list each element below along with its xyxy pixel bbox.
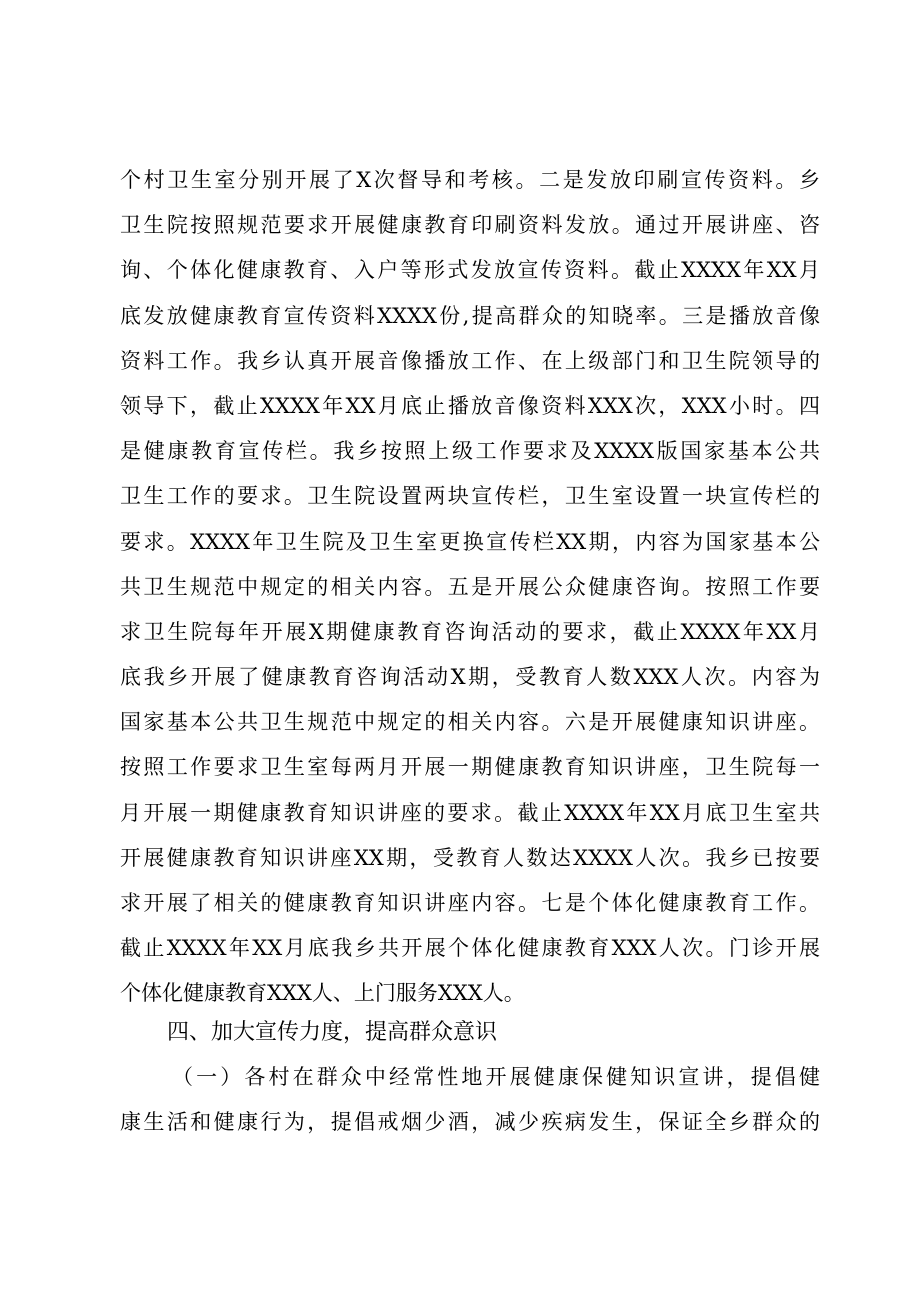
text-line: 底我乡开展了健康教育咨询活动X期，受教育人数XXX人次。内容为 (120, 665, 820, 690)
text-line: 询、个体化健康教育、入户等形式发放宣传资料。截止XXXX年XX月 (120, 258, 820, 283)
body-paragraph-2 (120, 1055, 820, 1145)
text-line: 个体化健康教育XXX人、上门服务XXX人。 (120, 981, 525, 1006)
text-line: 按照工作要求卫生室每两月开展一期健康教育知识讲座，卫生院每一 (120, 755, 820, 780)
text-line: 月开展一期健康教育知识讲座的要求。截止XXXX年XX月底卫生室共 (120, 800, 820, 825)
text-line: （一）各村在群众中经常性地开展健康保健知识宣讲，提倡健 (172, 1065, 820, 1089)
text-line: 共卫生规范中规定的相关内容。五是开展公众健康咨询。按照工作要 (120, 574, 820, 599)
text-line: 国家基本公共卫生规范中规定的相关内容。六是开展健康知识讲座。 (120, 710, 820, 735)
text-line: 是健康教育宣传栏。我乡按照上级工作要求及XXXX版国家基本公共 (120, 439, 820, 464)
text-line: 个村卫生室分别开展了X次督导和考核。二是发放印刷宣传资料。乡 (120, 168, 820, 192)
text-line: 截止XXXX年XX月底我乡共开展个体化健康教育XXX人次。门诊开展 (120, 936, 820, 961)
text-line: 资料工作。我乡认真开展音像播放工作、在上级部门和卫生院领导的 (120, 348, 820, 373)
section-heading: 四、加大宣传力度，提高群众意识 (167, 1020, 498, 1045)
text-line: 开展健康教育知识讲座XX期，受教育人数达XXXX人次。我乡已按要 (120, 845, 820, 870)
text-line: 求卫生院每年开展X期健康教育咨询活动的要求，截止XXXX年XX月 (120, 619, 820, 644)
text-line: 领导下，截止XXXX年XX月底止播放音像资料XXX次，XXX小时。四 (120, 393, 820, 418)
text-line: 康生活和健康行为，提倡戒烟少酒，减少疾病发生，保证全乡群众的 (120, 1110, 820, 1135)
text-line: 卫生工作的要求。卫生院设置两块宣传栏，卫生室设置一块宣传栏的 (120, 484, 820, 509)
text-line: 底发放健康教育宣传资料XXXX份,提高群众的知晓率。三是播放音像 (120, 303, 820, 328)
text-line: 要求。XXXX年卫生院及卫生室更换宣传栏XX期，内容为国家基本公 (120, 529, 820, 554)
text-line: 卫生院按照规范要求开展健康教育印刷资料发放。通过开展讲座、咨 (120, 213, 820, 238)
body-paragraph (120, 158, 820, 1017)
text-line: 求开展了相关的健康教育知识讲座内容。七是个体化健康教育工作。 (120, 891, 820, 915)
